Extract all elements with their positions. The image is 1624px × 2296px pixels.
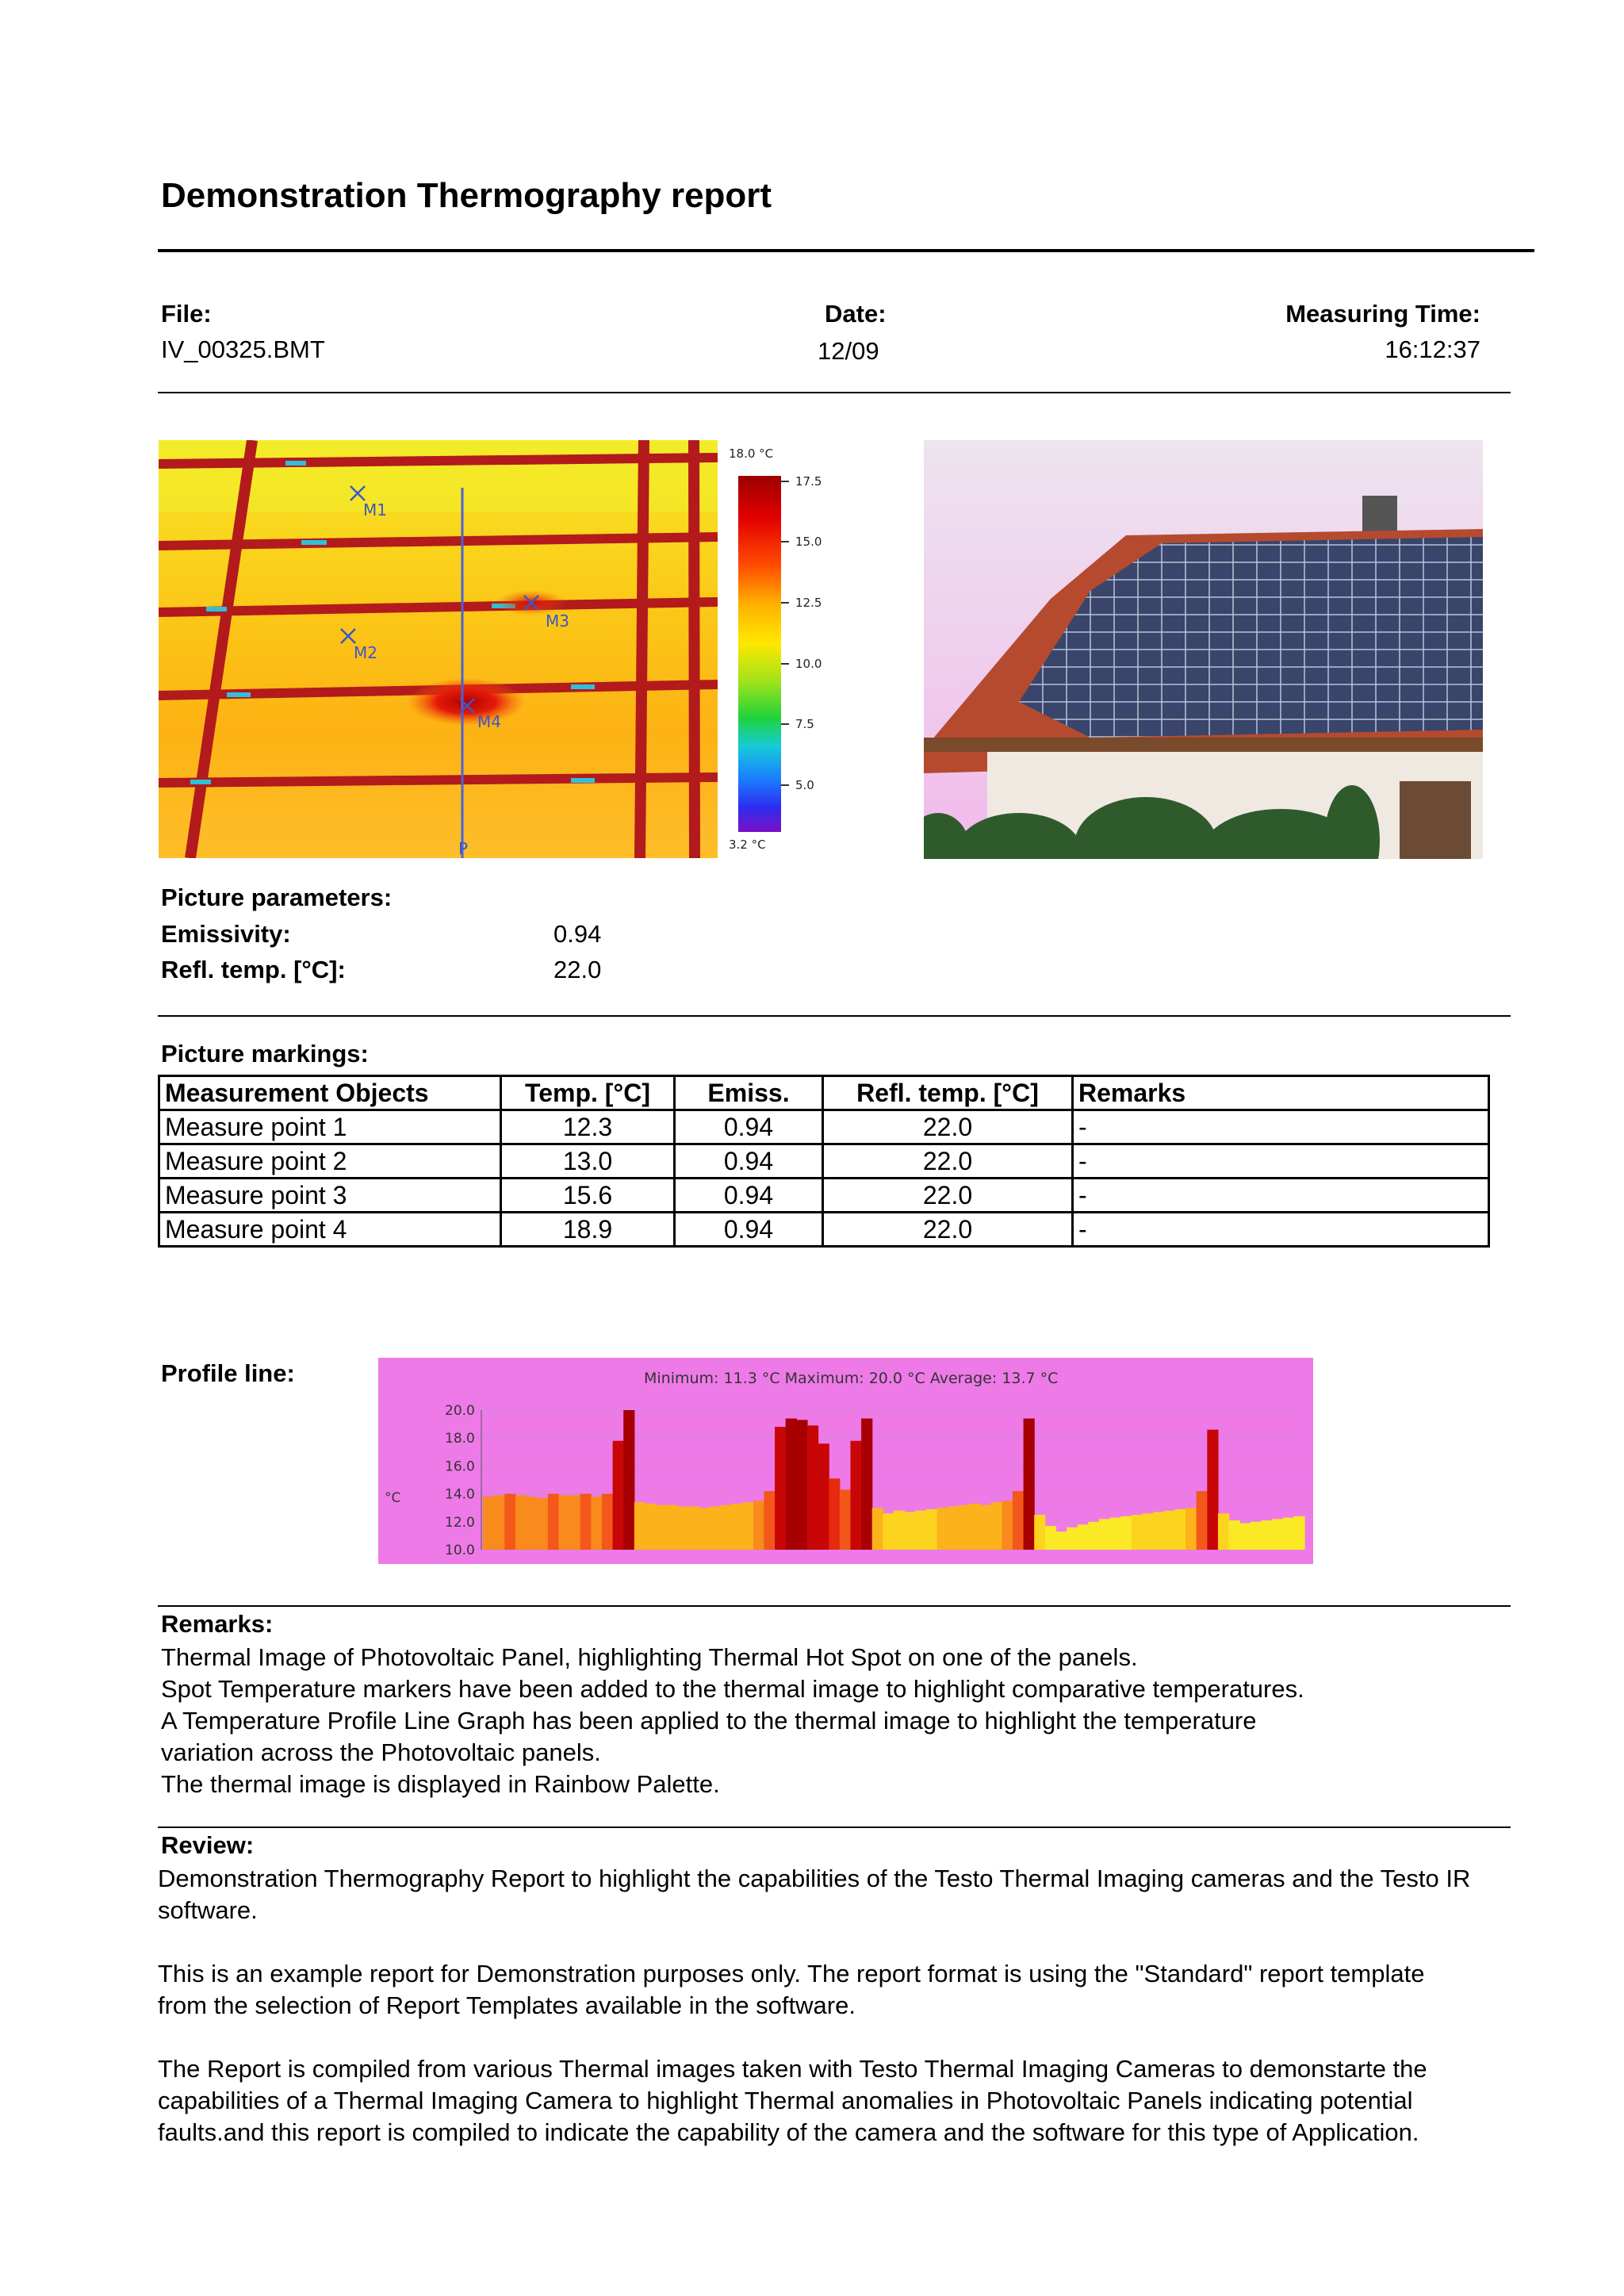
profile-bar (786, 1419, 797, 1550)
scale-tick-label: 7.5 (795, 717, 814, 731)
profile-bar (515, 1495, 527, 1550)
table-cell: Measure point 2 (159, 1144, 501, 1179)
profile-bar (645, 1504, 656, 1550)
profile-bar (569, 1495, 580, 1550)
profile-bar (840, 1489, 851, 1550)
profile-bar (1013, 1491, 1024, 1550)
table-cell: Measure point 1 (159, 1110, 501, 1144)
scale-bar (738, 476, 781, 832)
parameters-divider (158, 1015, 1511, 1017)
remarks-divider (158, 1826, 1511, 1828)
remarks-line: A Temperature Profile Line Graph has been applied to the thermal image to highlight the temperature (161, 1707, 1257, 1734)
profile-bar (548, 1494, 559, 1550)
profile-bar (1132, 1515, 1143, 1550)
photo-window (1400, 781, 1471, 859)
profile-bar (1239, 1524, 1251, 1550)
profile-bar (1088, 1522, 1099, 1550)
table-cell: 13.0 (501, 1144, 675, 1179)
measuring-time-value: 16:12:37 (1385, 335, 1480, 363)
profile-y-tick-label: 12.0 (445, 1514, 475, 1531)
profile-bar (1251, 1522, 1262, 1550)
profile-bar (1283, 1518, 1294, 1550)
table-row (159, 1179, 1489, 1213)
profile-bar (753, 1501, 764, 1550)
cool-spot (190, 780, 211, 784)
remarks-line: variation across the Photovoltaic panels. (161, 1738, 601, 1766)
profile-bar (1034, 1515, 1045, 1550)
scale-max-label: 18.0 °C (729, 447, 774, 461)
date-label: Date: (825, 300, 887, 328)
marker-m4-label: M4 (477, 712, 501, 731)
panel-rail (159, 458, 718, 464)
emissivity-value: 0.94 (553, 920, 602, 948)
table-row (159, 1110, 1489, 1144)
profile-bar (1207, 1430, 1218, 1550)
profile-bar (623, 1410, 634, 1550)
col-measurement-objects: Measurement Objects (159, 1076, 501, 1110)
profile-bar (1099, 1519, 1110, 1550)
panel-rail (640, 440, 644, 858)
profile-bar (775, 1427, 786, 1550)
profile-unit: °C (385, 1490, 401, 1506)
marker-m1-label: M1 (363, 500, 387, 519)
profile-bar (721, 1505, 732, 1550)
picture-markings-heading: Picture markings: (161, 1040, 369, 1068)
profile-bar (602, 1494, 613, 1550)
profile-bar (1110, 1518, 1121, 1550)
profile-bar (850, 1441, 861, 1550)
table-cell: - (1073, 1179, 1489, 1213)
file-label: File: (161, 300, 212, 328)
marker-m2-label: M2 (354, 643, 377, 662)
profile-bar (1272, 1519, 1283, 1550)
emissivity-label: Emissivity: (161, 920, 291, 948)
house-photo (924, 440, 1483, 859)
profile-y-tick-label: 14.0 (445, 1486, 475, 1503)
profile-bar (959, 1505, 970, 1550)
profile-bar (818, 1443, 829, 1550)
profile-bar (742, 1502, 753, 1550)
header-divider (158, 392, 1511, 393)
profile-bar (558, 1495, 569, 1550)
cool-spot (227, 692, 251, 697)
profile-bar (1024, 1419, 1035, 1550)
hot-spot-m4 (407, 678, 526, 726)
refl-temp-label: Refl. temp. [°C]: (161, 956, 346, 983)
profile-bar (1067, 1527, 1078, 1550)
table-cell: 22.0 (823, 1110, 1073, 1144)
panel-rail (159, 777, 718, 783)
profile-bar (1143, 1513, 1154, 1550)
col-temp: Temp. [°C] (501, 1076, 675, 1110)
markings-header-row (159, 1076, 1489, 1110)
scale-tick-label: 17.5 (795, 474, 822, 489)
table-cell: Measure point 4 (159, 1213, 501, 1247)
profile-chart (378, 1358, 1313, 1564)
profile-bar (991, 1502, 1002, 1550)
profile-bar (504, 1494, 515, 1550)
profile-bar (580, 1494, 592, 1550)
profile-line-label: P (458, 839, 469, 858)
profile-bar (807, 1425, 818, 1550)
cool-spot (571, 778, 595, 783)
table-cell: - (1073, 1144, 1489, 1179)
table-cell: 0.94 (675, 1110, 823, 1144)
table-cell: 22.0 (823, 1179, 1073, 1213)
remarks-line: The thermal image is displayed in Rainbow Palette. (161, 1770, 720, 1798)
table-cell: 18.9 (501, 1213, 675, 1247)
table-row (159, 1213, 1489, 1247)
profile-bar (1078, 1524, 1089, 1550)
review-text (158, 1863, 1474, 2148)
profile-bar (527, 1497, 538, 1550)
profile-bar (699, 1508, 710, 1550)
profile-bar (1261, 1520, 1272, 1550)
profile-bar (1120, 1516, 1132, 1550)
panel-rail (694, 440, 695, 858)
table-cell: - (1073, 1110, 1489, 1144)
review-paragraph-3: The Report is compiled from various Thermal images taken with Testo Thermal Imaging Cameras to demonstarte the capabilities of a Thermal Imaging Camera to highlight Thermal anomalies in Photovoltaic Panels indicating potential faults.and this report is compiled to indicate the capability of the camera and the software for this type of Application. (158, 2055, 1427, 2146)
profile-bar (883, 1513, 894, 1550)
profile-divider (158, 1605, 1511, 1607)
remarks-text (161, 1642, 1509, 1800)
profile-bar (656, 1505, 667, 1550)
profile-bar (732, 1504, 743, 1550)
profile-bar (905, 1512, 916, 1550)
profile-bar (1153, 1512, 1164, 1550)
photo-eave (924, 738, 1483, 752)
remarks-line: Spot Temperature markers have been added to the thermal image to highlight comparative temperatures. (161, 1675, 1304, 1703)
profile-bar (796, 1420, 807, 1550)
file-value: IV_00325.BMT (161, 335, 325, 363)
profile-bar (677, 1506, 688, 1550)
scale-tick-label: 5.0 (795, 778, 814, 792)
date-value: 12/09 (818, 337, 879, 365)
profile-line-heading: Profile line: (161, 1359, 295, 1387)
review-paragraph-1: Demonstration Thermography Report to highlight the capabilities of the Testo Thermal Imaging cameras and the Testo IR software. (158, 1865, 1471, 1924)
profile-bar (1197, 1491, 1208, 1550)
review-heading: Review: (161, 1831, 255, 1859)
col-remarks: Remarks (1073, 1076, 1489, 1110)
scale-tick-label: 10.0 (795, 657, 822, 671)
profile-bar (1045, 1526, 1056, 1550)
title-divider (158, 249, 1534, 252)
cool-spot (206, 607, 227, 611)
profile-bar (894, 1511, 905, 1550)
table-cell: Measure point 3 (159, 1179, 501, 1213)
profile-bar (969, 1504, 980, 1550)
cool-spot (571, 684, 595, 689)
table-cell: 0.94 (675, 1144, 823, 1179)
table-cell: - (1073, 1213, 1489, 1247)
profile-bar (634, 1502, 645, 1550)
col-refl-temp: Refl. temp. [°C] (823, 1076, 1073, 1110)
table-cell: 0.94 (675, 1179, 823, 1213)
profile-bar (980, 1505, 991, 1550)
profile-bar (764, 1491, 775, 1550)
table-cell: 0.94 (675, 1213, 823, 1247)
profile-bar (1002, 1501, 1013, 1550)
refl-temp-value: 22.0 (553, 956, 602, 983)
profile-bar (1293, 1516, 1304, 1550)
profile-bar (613, 1441, 624, 1550)
review-paragraph-2: This is an example report for Demonstration purposes only. The report format is using the "Standard" report template from the selection of Report Templates available in the software. (158, 1960, 1425, 2019)
profile-bar (483, 1497, 494, 1550)
scale-tick-label: 15.0 (795, 535, 822, 549)
profile-bar (710, 1506, 721, 1550)
profile-bar (688, 1506, 699, 1550)
col-emiss: Emiss. (675, 1076, 823, 1110)
measuring-time-label: Measuring Time: (1285, 300, 1480, 328)
temperature-color-scale (718, 440, 837, 858)
table-cell: 12.3 (501, 1110, 675, 1144)
profile-bar (948, 1506, 959, 1550)
profile-bar (537, 1498, 548, 1550)
scale-min-label: 3.2 °C (729, 838, 766, 852)
profile-bar (829, 1478, 840, 1550)
profile-y-tick-label: 16.0 (445, 1458, 475, 1475)
profile-bar (1174, 1509, 1185, 1550)
report-title: Demonstration Thermography report (161, 176, 772, 215)
cool-spot (301, 540, 327, 545)
profile-bar (861, 1419, 872, 1550)
picture-parameters-heading: Picture parameters: (161, 884, 393, 911)
table-cell: 22.0 (823, 1213, 1073, 1247)
profile-bar (591, 1497, 602, 1550)
profile-bar (1164, 1511, 1175, 1550)
remarks-line: Thermal Image of Photovoltaic Panel, highlighting Thermal Hot Spot on one of the panels. (161, 1643, 1138, 1671)
table-cell: 22.0 (823, 1144, 1073, 1179)
thermal-image (159, 440, 718, 858)
profile-bar (494, 1495, 505, 1550)
cool-spot (285, 461, 306, 466)
profile-stats: Minimum: 11.3 °C Maximum: 20.0 °C Average: 13.7 °C (644, 1370, 1059, 1387)
profile-bar (872, 1508, 883, 1550)
markings-table (158, 1075, 1490, 1248)
profile-bar (926, 1509, 937, 1550)
table-cell: 15.6 (501, 1179, 675, 1213)
profile-bar (937, 1508, 948, 1550)
profile-y-tick-label: 18.0 (445, 1431, 475, 1447)
profile-bar (1185, 1508, 1197, 1550)
profile-bar (1055, 1531, 1067, 1550)
profile-y-tick-label: 20.0 (445, 1403, 475, 1419)
profile-bar (1218, 1513, 1229, 1550)
profile-bar (667, 1505, 678, 1550)
scale-tick-label: 12.5 (795, 596, 822, 610)
profile-y-tick-label: 10.0 (445, 1543, 475, 1558)
remarks-heading: Remarks: (161, 1610, 274, 1638)
profile-bar (915, 1511, 926, 1550)
profile-bar (1229, 1520, 1240, 1550)
table-row (159, 1144, 1489, 1179)
marker-m3-label: M3 (546, 611, 569, 631)
